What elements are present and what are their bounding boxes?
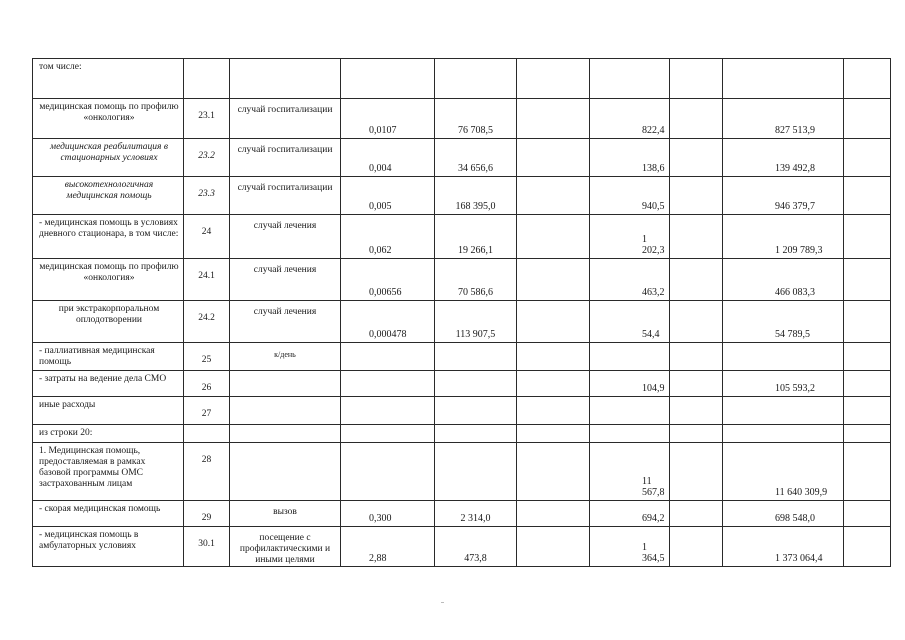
empty-col-cell: [517, 139, 590, 177]
extra-value-cell: [844, 371, 891, 397]
table-row: [33, 527, 891, 567]
row-name: - медицинская помощь в условиях дневного стационара, в том числе:: [33, 215, 184, 259]
standard-volume: 2,88: [369, 553, 387, 564]
per-capita-value: 104,9: [642, 383, 665, 394]
standard-cost-cell: [435, 397, 517, 425]
per-capita-value: 694,2: [642, 513, 665, 524]
standard-cost-cell: [435, 215, 517, 259]
standard-volume-cell: [341, 443, 435, 501]
standard-volume: 0,062: [369, 245, 392, 256]
total-value-cell: [723, 177, 844, 215]
empty-col-cell: [517, 443, 590, 501]
per-capita-value-cell: [590, 527, 670, 567]
standard-cost-cell: [435, 443, 517, 501]
row-number: 24.2: [184, 301, 230, 343]
total-value-cell: [723, 59, 844, 99]
standard-volume-cell: [341, 501, 435, 527]
standard-cost-cell: [435, 99, 517, 139]
per-capita-value-cell: [590, 343, 670, 371]
extra-value-cell: [844, 99, 891, 139]
empty-col-cell: [670, 527, 723, 567]
total-value: 139 492,8: [775, 163, 815, 174]
unit-of-measure: случай лечения: [230, 301, 341, 343]
unit-of-measure: случай лечения: [230, 215, 341, 259]
empty-col-cell: [517, 425, 590, 443]
unit-of-measure: случай лечения: [230, 259, 341, 301]
standard-volume-cell: [341, 215, 435, 259]
unit-of-measure: [230, 59, 341, 99]
standard-volume-cell: [341, 99, 435, 139]
row-name: - медицинская помощь в амбулаторных условиях: [33, 527, 184, 567]
empty-col-cell: [517, 177, 590, 215]
empty-col-cell: [517, 301, 590, 343]
table-row: [33, 343, 891, 371]
table-row: [33, 443, 891, 501]
standard-volume-cell: [341, 397, 435, 425]
per-capita-value-cell: [590, 259, 670, 301]
total-value-cell: [723, 343, 844, 371]
total-value: 11 640 309,9: [775, 487, 828, 498]
total-value-cell: [723, 527, 844, 567]
row-name: - паллиативная медицинская помощь: [33, 343, 184, 371]
standard-volume: 0,300: [369, 513, 392, 524]
empty-col-cell: [517, 343, 590, 371]
standard-cost-cell: [435, 343, 517, 371]
total-value: 105 593,2: [775, 383, 815, 394]
extra-value-cell: [844, 527, 891, 567]
empty-col-cell: [517, 527, 590, 567]
unit-of-measure: [230, 425, 341, 443]
empty-col-cell: [517, 215, 590, 259]
per-capita-value: 940,5: [642, 201, 665, 212]
per-capita-value-cell: [590, 501, 670, 527]
per-capita-value: 822,4: [642, 125, 665, 136]
standard-volume-cell: [341, 301, 435, 343]
standard-volume: 0,00656: [369, 287, 402, 298]
row-number: 27: [184, 397, 230, 425]
unit-of-measure: случай госпитализации: [230, 177, 341, 215]
table-row: [33, 371, 891, 397]
standard-cost-cell: [435, 177, 517, 215]
standard-volume: 0,004: [369, 163, 392, 174]
standard-cost-cell: [435, 301, 517, 343]
standard-cost: 473,8: [464, 553, 487, 564]
total-value-cell: [723, 501, 844, 527]
standard-cost: 76 708,5: [458, 125, 493, 136]
standard-volume-cell: [341, 259, 435, 301]
unit-of-measure: вызов: [230, 501, 341, 527]
standard-cost: 70 586,6: [458, 287, 493, 298]
standard-cost-cell: [435, 425, 517, 443]
row-number: 30.1: [184, 527, 230, 567]
row-number: [184, 59, 230, 99]
total-value: 698 548,0: [775, 513, 815, 524]
standard-cost-cell: [435, 259, 517, 301]
per-capita-value: 11 567,8: [642, 476, 665, 498]
empty-col-cell: [670, 343, 723, 371]
standard-volume-cell: [341, 139, 435, 177]
empty-col-cell: [517, 59, 590, 99]
standard-volume-cell: [341, 177, 435, 215]
empty-col-cell: [517, 259, 590, 301]
extra-value-cell: [844, 301, 891, 343]
row-number: 28: [184, 443, 230, 501]
unit-of-measure: [230, 443, 341, 501]
unit-of-measure: [230, 397, 341, 425]
total-value-cell: [723, 139, 844, 177]
total-value: 1 373 064,4: [775, 553, 823, 564]
extra-value-cell: [844, 425, 891, 443]
total-value: 1 209 789,3: [775, 245, 823, 256]
standard-volume: 0,000478: [369, 329, 407, 340]
per-capita-value-cell: [590, 301, 670, 343]
row-name: 1. Медицинская помощь, предоставляемая в рамках базовой программы ОМС застрахованным лицам: [33, 443, 184, 501]
table-row: [33, 425, 891, 443]
extra-value-cell: [844, 501, 891, 527]
standard-volume-cell: [341, 343, 435, 371]
empty-col-cell: [670, 59, 723, 99]
row-number: [184, 425, 230, 443]
per-capita-value-cell: [590, 397, 670, 425]
standard-volume-cell: [341, 371, 435, 397]
per-capita-value-cell: [590, 59, 670, 99]
row-name: - затраты на ведение дела СМО: [33, 371, 184, 397]
total-value: 54 789,5: [775, 329, 810, 340]
per-capita-value-cell: [590, 99, 670, 139]
extra-value-cell: [844, 215, 891, 259]
empty-col-cell: [670, 301, 723, 343]
row-number: 26: [184, 371, 230, 397]
table-row: [33, 139, 891, 177]
per-capita-value-cell: [590, 425, 670, 443]
per-capita-value: 54,4: [642, 329, 660, 340]
unit-of-measure: случай госпитализации: [230, 99, 341, 139]
row-number: 29: [184, 501, 230, 527]
per-capita-value-cell: [590, 371, 670, 397]
table-row: [33, 59, 891, 99]
standard-volume: 0,0107: [369, 125, 397, 136]
total-value-cell: [723, 397, 844, 425]
extra-value-cell: [844, 139, 891, 177]
standard-cost: 19 266,1: [458, 245, 493, 256]
empty-col-cell: [670, 397, 723, 425]
table-row: [33, 99, 891, 139]
unit-of-measure: к/день: [230, 343, 341, 371]
row-number: 24.1: [184, 259, 230, 301]
unit-of-measure: случай госпитализации: [230, 139, 341, 177]
per-capita-value: 1 202,3: [642, 234, 665, 256]
standard-cost: 113 907,5: [455, 329, 496, 340]
table-row: [33, 259, 891, 301]
empty-col-cell: [670, 443, 723, 501]
empty-col-cell: [670, 177, 723, 215]
extra-value-cell: [844, 397, 891, 425]
per-capita-value: 463,2: [642, 287, 665, 298]
row-number: 23.1: [184, 99, 230, 139]
standard-volume: 0,005: [369, 201, 392, 212]
per-capita-value-cell: [590, 177, 670, 215]
total-value-cell: [723, 443, 844, 501]
total-value-cell: [723, 301, 844, 343]
row-name: из строки 20:: [33, 425, 184, 443]
row-name: медицинская реабилитация в стационарных условиях: [33, 139, 184, 177]
row-name: при экстракорпоральном оплодотворении: [33, 301, 184, 343]
per-capita-value-cell: [590, 215, 670, 259]
standard-cost: 34 656,6: [458, 163, 493, 174]
empty-col-cell: [670, 371, 723, 397]
total-value: 827 513,9: [775, 125, 815, 136]
standard-cost-cell: [435, 527, 517, 567]
standard-volume-cell: [341, 59, 435, 99]
total-value-cell: [723, 371, 844, 397]
table-row: [33, 177, 891, 215]
total-value-cell: [723, 215, 844, 259]
per-capita-value: 138,6: [642, 163, 665, 174]
table-row: [33, 501, 891, 527]
unit-of-measure: [230, 371, 341, 397]
row-name: высокотехнологичная медицинская помощь: [33, 177, 184, 215]
per-capita-value-cell: [590, 139, 670, 177]
row-name: иные расходы: [33, 397, 184, 425]
empty-col-cell: [670, 259, 723, 301]
scan-speck: [441, 602, 444, 603]
row-number: 25: [184, 343, 230, 371]
unit-of-measure: посещение с профилактическими и иными целями: [230, 527, 341, 567]
empty-col-cell: [517, 501, 590, 527]
row-number: 23.3: [184, 177, 230, 215]
per-capita-value-cell: [590, 443, 670, 501]
standard-volume-cell: [341, 527, 435, 567]
total-value: 466 083,3: [775, 287, 815, 298]
total-value-cell: [723, 99, 844, 139]
table-row: [33, 397, 891, 425]
standard-cost-cell: [435, 371, 517, 397]
row-number: 23.2: [184, 139, 230, 177]
financing-table: [32, 58, 891, 567]
extra-value-cell: [844, 59, 891, 99]
row-name: том числе:: [33, 59, 184, 99]
empty-col-cell: [517, 99, 590, 139]
standard-cost: 2 314,0: [460, 513, 491, 524]
standard-cost-cell: [435, 501, 517, 527]
extra-value-cell: [844, 177, 891, 215]
extra-value-cell: [844, 443, 891, 501]
per-capita-value: 1 364,5: [642, 542, 665, 564]
standard-cost: 168 395,0: [455, 201, 496, 212]
total-value: 946 379,7: [775, 201, 815, 212]
extra-value-cell: [844, 343, 891, 371]
total-value-cell: [723, 425, 844, 443]
table-row: [33, 301, 891, 343]
total-value-cell: [723, 259, 844, 301]
empty-col-cell: [517, 371, 590, 397]
row-name: медицинская помощь по профилю «онкология»: [33, 259, 184, 301]
empty-col-cell: [670, 501, 723, 527]
row-number: 24: [184, 215, 230, 259]
table-row: [33, 215, 891, 259]
empty-col-cell: [670, 215, 723, 259]
standard-cost-cell: [435, 139, 517, 177]
empty-col-cell: [670, 139, 723, 177]
standard-cost-cell: [435, 59, 517, 99]
empty-col-cell: [670, 425, 723, 443]
standard-volume-cell: [341, 425, 435, 443]
extra-value-cell: [844, 259, 891, 301]
empty-col-cell: [517, 397, 590, 425]
empty-col-cell: [670, 99, 723, 139]
row-name: - скорая медицинская помощь: [33, 501, 184, 527]
row-name: медицинская помощь по профилю «онкология»: [33, 99, 184, 139]
